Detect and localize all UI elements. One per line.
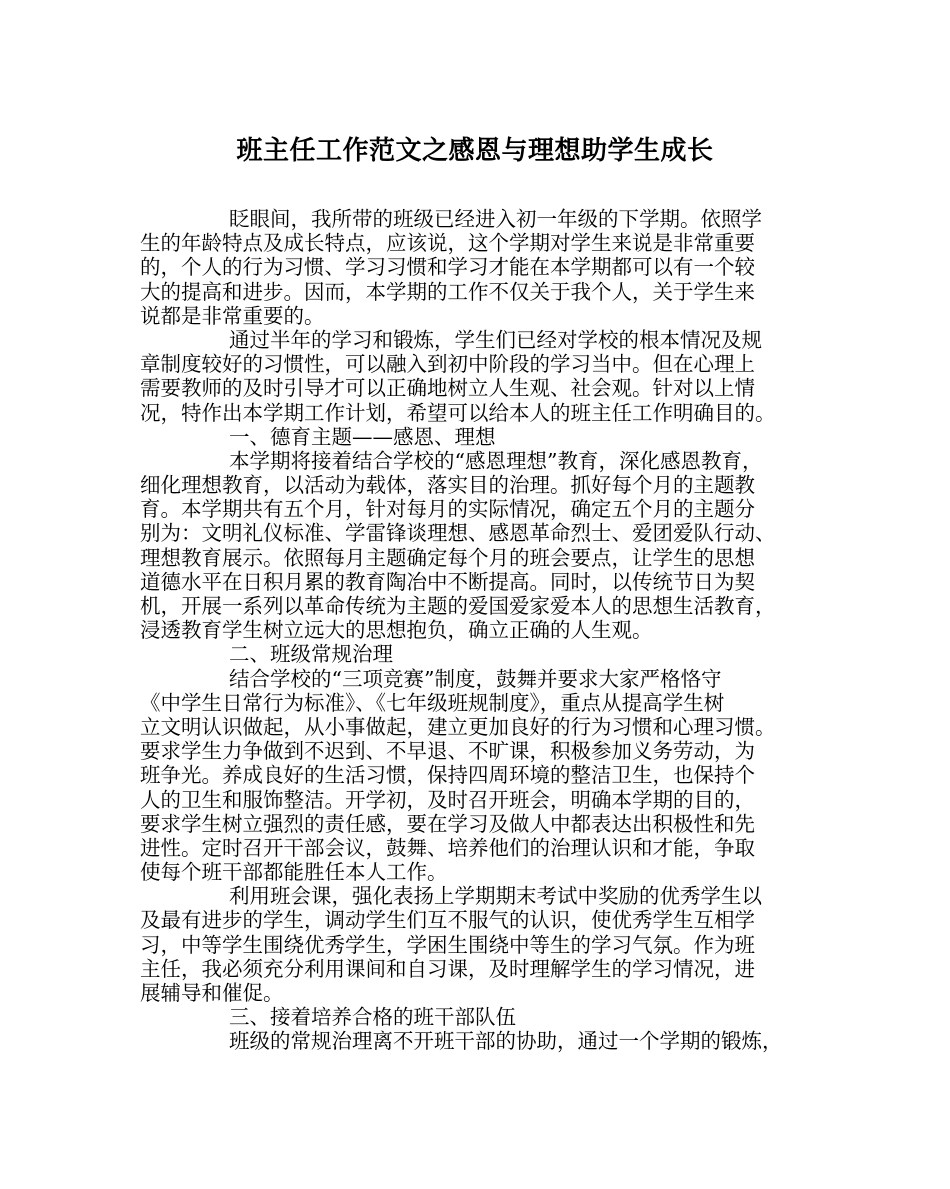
text-line: 理想教育展示。依照每月主题确定每个月的班会要点，让学生的思想 bbox=[140, 545, 755, 570]
text-line: 习，中等学生围绕优秀学生，学困生围绕中等生的学习气氛。作为班 bbox=[140, 932, 755, 957]
text-line: 进性。定时召开干部会议，鼓舞、培养他们的治理认识和才能，争取 bbox=[140, 835, 755, 860]
text-line: 及最有进步的学生，调动学生们互不服气的认识，使优秀学生互相学 bbox=[140, 908, 755, 933]
text-line: 眨眼间，我所带的班级已经进入初一年级的下学期。依照学 bbox=[229, 207, 762, 231]
text-line: 展辅导和催促。 bbox=[140, 981, 284, 1005]
text-line: 生的年龄特点及成长特点，应该说，这个学期对学生来说是非常重要 bbox=[140, 231, 755, 256]
text-line: 三、接着培养合格的班干部队伍 bbox=[229, 1005, 516, 1030]
text-line: 机，开展一系列以革命传统为主题的爱国爱家爱本人的思想生活教育， bbox=[140, 594, 776, 618]
text-line: 结合学校的“三项竞赛”制度，鼓舞并要求大家严格恪守 bbox=[229, 666, 722, 691]
text-line: 况，特作出本学期工作计划，希望可以给本人的班主任工作明确目的。 bbox=[140, 400, 776, 425]
document-body bbox=[140, 207, 830, 1054]
text-line: 浸透教育学生树立远大的思想抱负，确立正确的人生观。 bbox=[140, 618, 653, 643]
text-line: 一、德育主题——感恩、理想 bbox=[229, 424, 496, 449]
text-line: 班级的常规治理离不开班干部的协助，通过一个学期的锻炼， bbox=[229, 1029, 783, 1054]
text-line: 立文明认识做起，从小事做起，建立更加良好的行为习惯和心理习惯。 bbox=[140, 714, 776, 739]
text-line: 人的卫生和服饰整洁。开学初，及时召开班会，明确本学期的目的， bbox=[140, 787, 755, 812]
text-line: 《中学生日常行为标准》、《七年级班规制度》，重点从提高学生树 bbox=[140, 690, 725, 715]
text-line: 本学期将接着结合学校的“感恩理想”教育，深化感恩教育， bbox=[229, 448, 763, 473]
text-line: 大的提高和进步。因而，本学期的工作不仅关于我个人，关于学生来 bbox=[140, 279, 755, 304]
text-line: 使每个班干部都能胜任本人工作。 bbox=[140, 860, 448, 885]
text-line: 要求学生树立强烈的责任感，要在学习及做人中都表达出积极性和先 bbox=[140, 811, 755, 836]
text-line: 要求学生力争做到不迟到、不早退、不旷课，积极参加义务劳动，为 bbox=[140, 739, 755, 764]
text-line: 说都是非常重要的。 bbox=[140, 303, 325, 328]
text-line: 二、班级常规治理 bbox=[229, 642, 393, 667]
text-line: 通过半年的学习和锻炼，学生们已经对学校的根本情况及规 bbox=[229, 327, 762, 352]
text-line: 利用班会课，强化表扬上学期期末考试中奖励的优秀学生以 bbox=[229, 884, 762, 909]
text-line: 的，个人的行为习惯、学习习惯和学习才能在本学期都可以有一个较 bbox=[140, 255, 755, 280]
text-line: 需要教师的及时引导才可以正确地树立人生观、社会观。针对以上情 bbox=[140, 376, 755, 401]
document-title: 班主任工作范文之感恩与理想助学生成长 bbox=[236, 136, 714, 166]
text-line: 育。本学期共有五个月，针对每月的实际情况，确定五个月的主题分 bbox=[140, 497, 755, 522]
text-line: 主任，我必须充分利用课间和自习课，及时理解学生的学习情况，进 bbox=[140, 956, 755, 981]
text-line: 班争光。养成良好的生活习惯，保持四周环境的整洁卫生，也保持个 bbox=[140, 763, 755, 788]
text-line: 章制度较好的习惯性，可以融入到初中阶段的学习当中。但在心理上 bbox=[140, 352, 755, 377]
text-line: 别为：文明礼仪标准、学雷锋谈理想、感恩革命烈士、爱团爱队行动、 bbox=[140, 521, 776, 546]
text-line: 道德水平在日积月累的教育陶冶中不断提高。同时，以传统节日为契 bbox=[140, 569, 755, 594]
text-line: 细化理想教育，以活动为载体，落实目的治理。抓好每个月的主题教 bbox=[140, 473, 755, 498]
